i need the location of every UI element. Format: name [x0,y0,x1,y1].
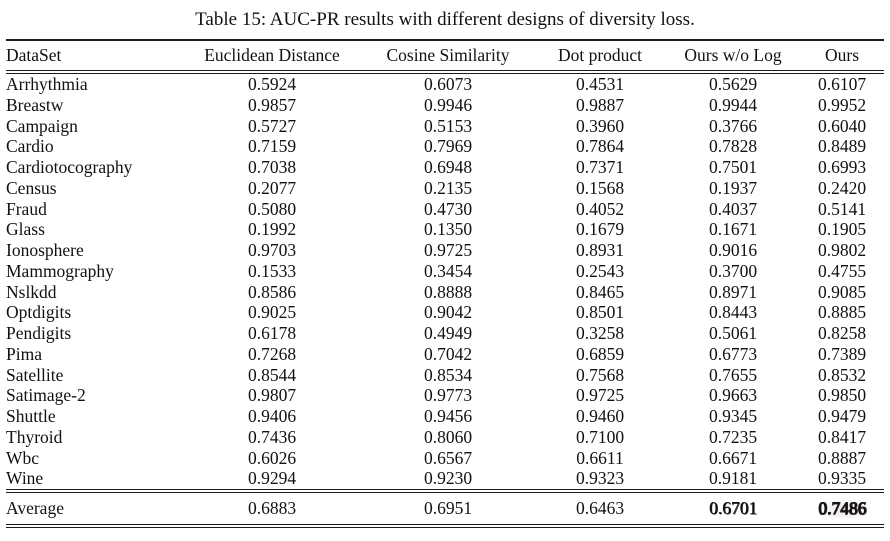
value-cell: 0.9703 [247,240,297,260]
value-cell: 0.7828 [708,136,758,157]
dataset-name: Arrhythmia [6,74,88,94]
dataset-name: Mammography [6,260,114,281]
value-cell: 0.9085 [817,281,867,302]
value-cell: 0.1937 [708,177,758,198]
dataset-name: Thyroid [6,426,63,447]
value-cell: 0.9323 [575,468,625,489]
average-value: 0.6701 [708,498,758,518]
value-cell: 0.9406 [247,406,297,426]
value-cell: 0.1679 [575,219,625,240]
dataset-name: Shuttle [6,406,56,426]
value-cell: 0.6993 [817,157,867,177]
dataset-name: Cardiotocography [6,157,133,177]
value-cell: 0.8885 [817,302,867,323]
value-cell: 0.3454 [423,260,473,281]
value-cell: 0.9335 [817,468,867,489]
value-cell: 0.9952 [817,94,867,115]
value-cell: 0.9025 [247,302,297,323]
value-cell: 0.8534 [423,364,473,385]
value-cell: 0.9725 [575,385,625,406]
value-cell: 0.8888 [423,281,473,302]
value-cell: 0.7436 [247,426,297,447]
value-cell: 0.7235 [708,426,758,447]
average-value-cell [534,491,666,526]
value-cell: 0.7038 [247,157,297,177]
value-cell: 0.7655 [708,364,758,385]
table-row [6,178,884,199]
average-value: 0.6883 [247,498,297,518]
dataset-name: Cardio [6,136,54,157]
table-row [6,448,884,469]
average-value: 0.6951 [423,498,473,518]
table-caption: Table 15: AUC-PR results with different designs of diversity loss. [195,9,695,30]
dataset-name: Census [6,177,57,198]
dataset-name: Satimage-2 [6,385,86,406]
value-cell: 0.7268 [247,343,297,364]
dataset-name: Fraud [6,198,47,219]
table-row [6,427,884,448]
value-cell: 0.9345 [708,406,758,426]
dataset-name: Optdigits [6,302,72,323]
dataset-name: Wbc [6,447,40,468]
value-cell: 0.7042 [423,343,473,364]
value-cell: 0.9946 [423,94,473,115]
value-cell: 0.2543 [575,260,625,281]
value-cell: 0.2420 [817,177,867,198]
table-row [6,95,884,116]
table-row [6,302,884,323]
value-cell: 0.7864 [575,136,625,157]
value-cell: 0.1568 [575,177,625,198]
value-cell: 0.9016 [708,240,758,260]
table-row [6,157,884,178]
value-cell: 0.6040 [817,115,867,136]
column-header-euclidean-distance: Euclidean Distance [182,40,362,72]
value-cell: 0.5141 [817,198,867,219]
table-row [6,261,884,282]
average-value: 0.6463 [575,498,625,518]
value-cell: 0.9663 [708,385,758,406]
value-cell: 0.8532 [817,364,867,385]
value-cell: 0.6671 [708,447,758,468]
dataset-name: Wine [6,468,44,489]
value-cell: 0.9456 [423,406,473,426]
header-row [6,40,884,72]
average-value: 0.7486 [817,498,867,518]
value-cell: 0.5061 [708,323,758,343]
value-cell: 0.9181 [708,468,758,489]
results-table [6,39,884,528]
value-cell: 0.7371 [575,157,625,177]
value-cell: 0.6611 [576,447,624,468]
value-cell: 0.9944 [708,94,758,115]
column-header-dot-product: Dot product [534,40,666,72]
average-value-cell [800,491,884,526]
value-cell: 0.4755 [817,260,867,281]
dataset-name: Glass [6,219,45,240]
value-cell: 0.6178 [247,323,297,343]
value-cell: 0.3700 [708,260,758,281]
value-cell: 0.6026 [247,447,297,468]
value-cell: 0.8931 [575,240,625,260]
value-cell: 0.5153 [423,115,473,136]
value-cell: 0.7568 [575,364,625,385]
value-cell: 0.9773 [423,385,473,406]
value-cell: 0.9479 [817,406,867,426]
dataset-name: Satellite [6,364,64,385]
value-cell: 0.5080 [247,198,297,219]
dataset-name: Pendigits [6,323,72,343]
dataset-name: Ionosphere [6,240,84,260]
value-cell: 0.7100 [575,426,625,447]
table-row [6,72,884,95]
value-cell: 0.5924 [247,74,297,94]
table-row [6,468,884,491]
value-cell: 0.8489 [817,136,867,157]
table-row [6,240,884,261]
value-cell: 0.6567 [423,447,473,468]
value-cell: 0.4037 [708,198,758,219]
column-header-ours-w-o-log: Ours w/o Log [666,40,800,72]
average-value-cell [666,491,800,526]
table-row [6,344,884,365]
value-cell: 0.4531 [575,74,625,94]
table-row [6,365,884,386]
value-cell: 0.5629 [708,74,758,94]
value-cell: 0.3258 [575,323,625,343]
dataset-name: Pima [6,343,42,364]
value-cell: 0.4052 [575,198,625,219]
value-cell: 0.7389 [817,343,867,364]
table-row [6,385,884,406]
value-cell: 0.9460 [575,406,625,426]
value-cell: 0.1671 [708,219,758,240]
value-cell: 0.8443 [708,302,758,323]
value-cell: 0.8258 [817,323,867,343]
table-row [6,323,884,344]
value-cell: 0.3766 [708,115,758,136]
value-cell: 0.6107 [817,74,867,94]
average-value-cell [182,491,362,526]
value-cell: 0.9802 [817,240,867,260]
value-cell: 0.5727 [247,115,297,136]
value-cell: 0.9294 [247,468,297,489]
column-header-ours: Ours [800,40,884,72]
value-cell: 0.3960 [575,115,625,136]
table-row [6,116,884,137]
value-cell: 0.8971 [708,281,758,302]
value-cell: 0.6773 [708,343,758,364]
average-value-cell [362,491,534,526]
dataset-name: Nslkdd [6,281,57,302]
table-row [6,136,884,157]
value-cell: 0.8544 [247,364,297,385]
value-cell: 0.7501 [708,157,758,177]
value-cell: 0.8060 [423,426,473,447]
table-row [6,282,884,303]
table-row [6,199,884,220]
value-cell: 0.4730 [423,198,473,219]
value-cell: 0.2135 [423,177,473,198]
value-cell: 0.9857 [247,94,297,115]
value-cell: 0.6859 [575,343,625,364]
value-cell: 0.6948 [423,157,473,177]
average-row [6,491,884,526]
value-cell: 0.9042 [423,302,473,323]
table-row [6,219,884,240]
value-cell: 0.1533 [247,260,297,281]
value-cell: 0.8465 [575,281,625,302]
value-cell: 0.2077 [247,177,297,198]
value-cell: 0.1905 [817,219,867,240]
value-cell: 0.8586 [247,281,297,302]
value-cell: 0.9887 [575,94,625,115]
average-label: Average [6,491,182,526]
value-cell: 0.8501 [575,302,625,323]
paper-table-figure [0,8,890,528]
column-header-cosine-similarity: Cosine Similarity [362,40,534,72]
value-cell: 0.9230 [423,468,473,489]
column-header-dataset: DataSet [6,40,182,72]
value-cell: 0.7159 [247,136,297,157]
value-cell: 0.1350 [423,219,473,240]
value-cell: 0.4949 [423,323,473,343]
value-cell: 0.7969 [423,136,473,157]
dataset-name: Breastw [6,94,64,115]
value-cell: 0.6073 [423,74,473,94]
value-cell: 0.8887 [817,447,867,468]
value-cell: 0.9850 [817,385,867,406]
value-cell: 0.9807 [247,385,297,406]
table-row [6,406,884,427]
value-cell: 0.9725 [423,240,473,260]
value-cell: 0.8417 [817,426,867,447]
value-cell: 0.1992 [247,219,297,240]
dataset-name: Campaign [6,115,78,136]
